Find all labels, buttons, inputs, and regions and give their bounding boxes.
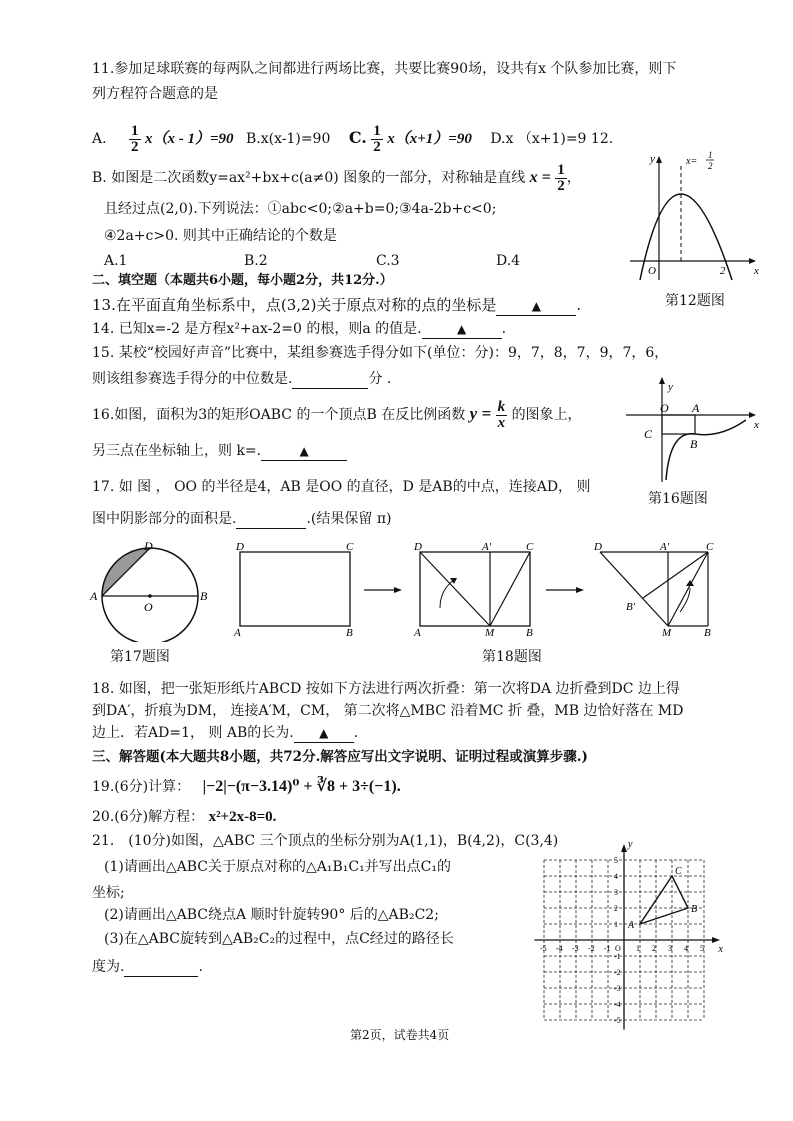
q12-parabola-figure: [626, 148, 762, 284]
q13-blank[interactable]: ▲: [496, 296, 576, 316]
q16-b-label: B: [690, 437, 698, 451]
q18-rectangle-1: [240, 552, 350, 626]
y-tick-label: -5: [614, 1016, 621, 1025]
q17-b-label: B: [200, 589, 208, 603]
y-tick-label: -3: [614, 984, 621, 993]
y-axis-label: y: [628, 839, 633, 851]
y-tick-label: -4: [614, 1000, 621, 1009]
x-arrow-icon: [712, 937, 720, 943]
q19-expression: |−2|−(π−3.14)⁰ + ∛8 + 3÷(−1).: [202, 778, 401, 795]
q12-origin-label: O: [648, 265, 656, 277]
q16-func-fraction: $\frac{k}{x}$: [497, 398, 506, 431]
q18-r2-d-label: D: [414, 541, 422, 553]
x-axis-label: x: [718, 944, 723, 955]
q14-blank[interactable]: ▲: [422, 320, 502, 339]
q17-d-label: D: [144, 539, 153, 553]
q18-r2-aprime-label: A′: [482, 541, 492, 553]
q16-line2-text: 另三点在坐标轴上，则 k=.: [92, 443, 262, 459]
q21-part3b: 度为. .: [92, 959, 203, 975]
q17-o-label: O: [144, 600, 153, 614]
x-tick-label: 3: [668, 944, 672, 953]
q16-blank[interactable]: ▲: [261, 442, 347, 461]
q16-a-label: A: [692, 401, 700, 415]
q15-line1: 15. 某校“校园好声音”比赛中，某组参赛选手得分如下(单位：分)：9，7，8，7，9，7，6，: [92, 345, 669, 361]
q17-center-dot: [148, 594, 152, 598]
q14: 14. 已知x=-2 是方程x²+ax-2=0 的根，则a 的值是. ▲ .: [92, 321, 507, 337]
q12-option-a: A.1: [104, 253, 128, 269]
q18-r2-fold-dm: [420, 552, 490, 626]
q16-rectangle: [662, 415, 695, 434]
q11-option-a-label: A.: [92, 131, 107, 147]
q16-caption: 第16题图: [648, 491, 708, 507]
q18-r2-b-label: B: [526, 627, 533, 639]
y-tick-label: 4: [614, 872, 618, 881]
x-tick-label: -5: [540, 944, 547, 953]
q16-y-label: y: [668, 381, 673, 393]
q12-line1: B. 如图是二次函数y=ax²+bx+c(a≠0) 图象的一部分，对称轴是直线 x = $\frac{1}{2}$ ，: [92, 161, 581, 194]
q18-r2-rotate-arrow-icon: [450, 578, 457, 584]
q12-y-label: y: [650, 153, 655, 165]
q18-f3-fold-dm: [600, 552, 668, 626]
q18-r1-c-label: C: [346, 541, 354, 553]
q12-y-arrow-icon: [656, 156, 662, 163]
q18-caption: 第18题图: [482, 649, 542, 665]
q21-grid-figure: [526, 836, 730, 1030]
q11-option-a-expr: x（x - 1）=90: [144, 131, 234, 147]
q11-fraction-a: $\frac{1}{2}$: [131, 122, 139, 155]
y-arrow-icon: [621, 844, 627, 852]
q18-fold-figures: [228, 538, 728, 642]
q13: 13.在平面直角坐标系中，点(3,2)关于原点对称的点的坐标是 ▲ .: [92, 296, 582, 314]
q17-line1: 17. 如 图 ， OO 的半径是4，AB 是OO 的直径，D 是AB的中点，连接AD， 则: [92, 479, 591, 495]
q16-c-label: C: [644, 427, 653, 441]
q18-line3-text: 边上．若AD=1， 则 AB的长为.: [92, 725, 294, 741]
q21-line1: 21． (10分)如图，△ABC 三个顶点的坐标分别为A(1,1)，B(4,2)，C(3,4): [92, 833, 559, 849]
q12-caption: 第12题图: [665, 293, 725, 309]
q17-blank[interactable]: [236, 510, 306, 529]
q11-option-c-expr: x（x+1）=90: [387, 131, 472, 147]
x-tick-label: -3: [572, 944, 579, 953]
q18-f3-aprime-label: A′: [660, 541, 670, 553]
q17-a-label: A: [90, 589, 98, 603]
q16-line2: [92, 442, 347, 461]
x-tick-label: -2: [588, 944, 595, 953]
point-b-label: B: [691, 904, 698, 915]
x-tick-label: -4: [556, 944, 563, 953]
q17-line2-end: .(结果保留 π): [306, 511, 392, 527]
x-tick-label: 5: [700, 944, 704, 953]
q18-r2-rotate-arc: [440, 580, 454, 608]
q18-f3-line-cm: [668, 552, 708, 626]
q21-part3a: (3)在△ABC旋转到△AB₂C₂的过程中，点C经过的路径长: [104, 931, 454, 947]
q18-f3-line-bprime-c: [643, 552, 708, 598]
q15-unit: 分 .: [368, 371, 392, 387]
q11-options: [92, 118, 613, 158]
x-tick-label: 1: [636, 944, 640, 953]
q18-f3-m-label: M: [662, 627, 672, 639]
q21-part2: (2)请画出△ABC绕点A 顺时针旋转90° 后的△AB₂C2;: [104, 907, 439, 923]
q18-line2: 到DA′，折痕为DM， 连接A′M，CM， 第二次将△MBC 沿着MC 折 叠，MB 边恰好落在 MD: [92, 703, 684, 719]
q16-hyperbola-curve: [666, 420, 746, 480]
point-a-label: A: [628, 920, 635, 931]
y-tick-label: 1: [614, 920, 618, 929]
y-tick-label: 2: [614, 904, 618, 913]
q16-y-arrow-icon: [659, 377, 665, 384]
q15-blank[interactable]: [292, 370, 368, 389]
q19-label: 19.(6分)计算：: [92, 779, 191, 795]
q15-line2: [92, 370, 391, 389]
q18-arrow-1-icon: [394, 587, 402, 593]
q12-two-label: 2: [720, 265, 726, 277]
q11-option-b: B.x(x-1)=90: [245, 131, 331, 147]
q17-circle-figure: [88, 538, 218, 642]
q12-axis-num: 1: [708, 150, 713, 160]
q18-f3-b-label: B: [704, 627, 711, 639]
q21-part1b: 坐标;: [92, 885, 125, 901]
q20: [92, 808, 276, 826]
q18-arrow-2-icon: [576, 587, 584, 593]
q18-r2-line-cm: [490, 552, 530, 626]
q16-x-label: x: [754, 419, 759, 431]
q12-line2: 且经过点(2,0).下列说法：①abc<0;②a+b=0;③4a-2b+c<0;: [104, 201, 497, 217]
y-tick-label: -2: [614, 968, 621, 977]
q18-f3-d-label: D: [594, 541, 602, 553]
q21-part1a: (1)请画出△ABC关于原点对称的△A₁B₁C₁并写出点C₁的: [104, 859, 452, 875]
section3-heading: 三、解答题(本大题共8小题，共72分.解答应写出文字说明、证明过程或演算步骤.): [92, 749, 588, 765]
q18-f3-c-label: C: [706, 541, 714, 553]
section2-heading: 二、填空题（本题共6小题，每小题2分，共12分.）: [92, 273, 393, 288]
q18-r1-a-label: A: [234, 627, 241, 639]
q12-axis-den: 2: [708, 161, 713, 171]
q11-line1: 11.参加足球联赛的每两队之间都进行两场比赛，共要比赛90场，设共有x 个队参加比赛，则下: [92, 61, 677, 77]
q16-line1-text: 16.如图，面积为3的矩形OABC 的一个顶点B 在反比例函数: [92, 407, 466, 423]
q21-blank[interactable]: [124, 958, 198, 977]
q12-options: [104, 252, 520, 270]
q18-r1-b-label: B: [346, 627, 353, 639]
q11-line2: 列方程符合题意的是: [92, 86, 218, 102]
q21-part3b-text: 度为.: [92, 959, 125, 975]
y-tick-label: 3: [614, 888, 618, 897]
q19: [92, 774, 401, 800]
x-tick-label: 4: [684, 944, 688, 953]
q12-option-b: B.2: [244, 253, 268, 269]
q12-axis-eq: x =: [529, 169, 551, 186]
q18-blank[interactable]: ▲: [294, 724, 354, 743]
q11-option-c-label: C.: [348, 128, 367, 147]
y-tick-label: 5: [614, 856, 618, 865]
page-footer: 第2页，试卷共4页: [350, 1028, 450, 1042]
q16-func-lhs: y =: [469, 404, 492, 423]
q18-rectangle-2: [420, 552, 530, 626]
origin-label: O: [615, 944, 621, 953]
q16-line1: [92, 392, 582, 436]
x-tick-label: -1: [604, 944, 611, 953]
q16-origin-label: O: [660, 401, 669, 415]
q17-caption: 第17题图: [110, 649, 170, 665]
q11-option-d: D.x （x+1)=9 12.: [490, 131, 614, 147]
q12-line1-text: B. 如图是二次函数y=ax²+bx+c(a≠0) 图象的一部分，对称轴是直线: [92, 170, 526, 186]
q12-axis-fraction: $\frac{1}{2}$: [557, 161, 565, 194]
y-tick-label: -1: [614, 952, 621, 961]
q14-text: 14. 已知x=-2 是方程x²+ax-2=0 的根，则a 的值是.: [92, 321, 422, 337]
q17-line2: [92, 510, 391, 529]
q12-option-d: D.4: [496, 253, 521, 269]
triangle-abc: [640, 876, 688, 924]
q12-x-arrow-icon: [749, 258, 756, 264]
q20-label: 20.(6分)解方程：: [92, 809, 205, 825]
q20-expression: x²+2x-8=0.: [208, 809, 277, 825]
q13-text: 13.在平面直角坐标系中，点(3,2)关于原点对称的点的坐标是: [92, 296, 497, 314]
q16-line1-end: 的图象上，: [511, 407, 582, 423]
q12-x-label: x: [754, 265, 759, 277]
q11-fraction-c: $\frac{1}{2}$: [373, 122, 381, 155]
q18-line1: 18. 如图，把一张矩形纸片ABCD 按如下方法进行两次折叠：第一次将DA 边折叠到DC 边上得: [92, 681, 680, 697]
q12-option-c: C.3: [376, 253, 400, 269]
q18-r2-a-label: A: [414, 627, 421, 639]
q17-line2-text: 图中阴影部分的面积是.: [92, 511, 237, 527]
q18-r2-c-label: C: [526, 541, 534, 553]
q12-axis-label: x=: [686, 156, 698, 167]
q12-line3: ④2a+c>0. 则其中正确结论的个数是: [104, 228, 337, 244]
point-c-label: C: [675, 866, 682, 877]
q18-r1-d-label: D: [236, 541, 244, 553]
q16-hyperbola-figure: [624, 372, 764, 484]
q18-r2-m-label: M: [485, 627, 495, 639]
q18-line3: 边上．若AD=1， 则 AB的长为. ▲ .: [92, 725, 359, 741]
x-tick-label: 2: [652, 944, 656, 953]
q16-x-arrow-icon: [749, 412, 756, 418]
q15-line2-text: 则该组参赛选手得分的中位数是.: [92, 371, 293, 387]
q18-f3-bprime-label: B′: [626, 601, 636, 613]
